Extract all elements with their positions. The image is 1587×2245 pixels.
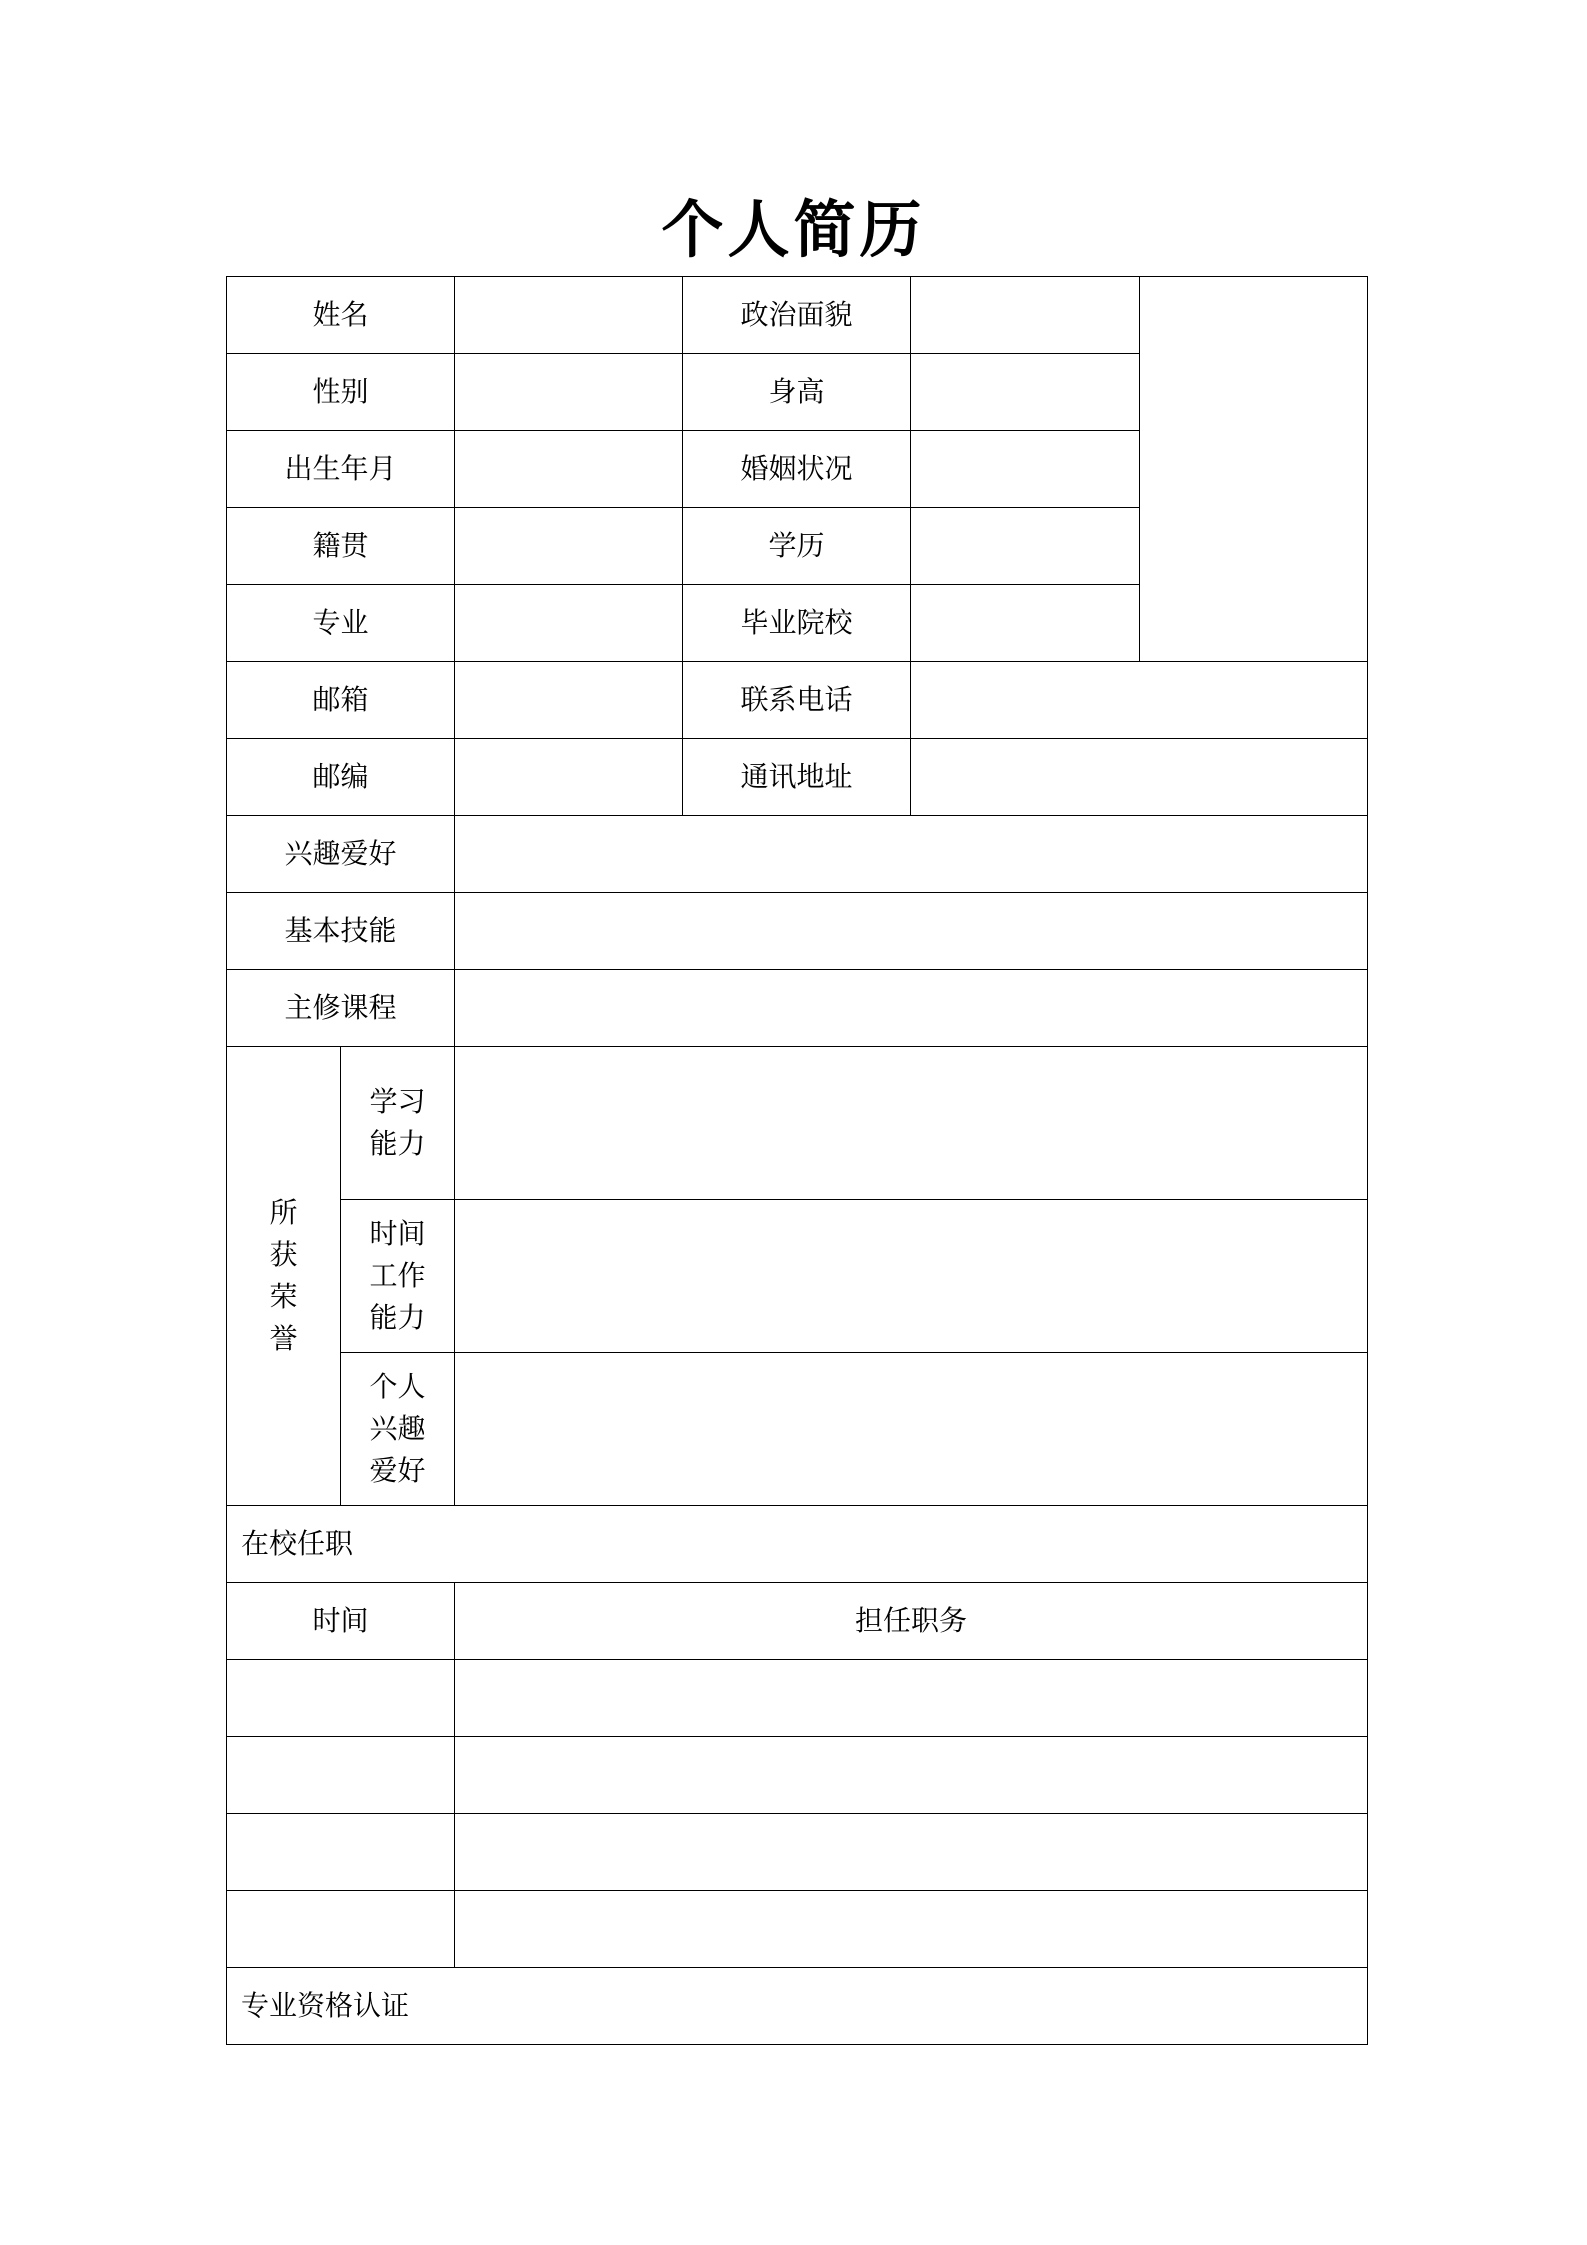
page-title: 个人简历 xyxy=(661,193,926,266)
personal-label xyxy=(341,1353,455,1506)
learning-field[interactable] xyxy=(455,1047,1368,1200)
address-field[interactable] xyxy=(911,739,1368,816)
row-honor-time-work xyxy=(227,1200,1368,1353)
personal-label-line: 爱好 xyxy=(369,1454,426,1487)
position-time-field[interactable] xyxy=(227,1660,455,1737)
learning-label xyxy=(341,1047,455,1200)
name-label: 姓名 xyxy=(227,277,455,354)
courses-label: 主修课程 xyxy=(227,970,455,1047)
time-work-label-line: 工作 xyxy=(369,1259,426,1292)
row-honor-learning xyxy=(227,1047,1368,1200)
name-field[interactable] xyxy=(455,277,683,354)
resume-table xyxy=(226,276,1368,2045)
honors-group-label xyxy=(227,1047,341,1506)
marital-label: 婚姻状况 xyxy=(683,431,911,508)
time-work-label-line: 时间 xyxy=(369,1217,426,1250)
row-honor-personal xyxy=(227,1353,1368,1506)
skills-label: 基本技能 xyxy=(227,893,455,970)
position-time-field[interactable] xyxy=(227,1737,455,1814)
marital-field[interactable] xyxy=(911,431,1140,508)
political-field[interactable] xyxy=(911,277,1140,354)
email-field[interactable] xyxy=(455,662,683,739)
education-field[interactable] xyxy=(911,508,1140,585)
table-row xyxy=(227,1737,1368,1814)
major-field[interactable] xyxy=(455,585,683,662)
row-positions-columns xyxy=(227,1583,1368,1660)
personal-label-line: 个人 xyxy=(369,1370,426,1403)
table-row xyxy=(227,1660,1368,1737)
school-label: 毕业院校 xyxy=(683,585,911,662)
table-row xyxy=(227,1814,1368,1891)
email-label: 邮箱 xyxy=(227,662,455,739)
position-time-field[interactable] xyxy=(227,1814,455,1891)
honors-char: 所 xyxy=(269,1196,298,1229)
school-positions-label: 在校任职 xyxy=(227,1506,1368,1583)
postcode-label: 邮编 xyxy=(227,739,455,816)
origin-label: 籍贯 xyxy=(227,508,455,585)
time-work-label-line: 能力 xyxy=(369,1301,426,1334)
row-certification xyxy=(227,1968,1368,2045)
skills-field[interactable] xyxy=(455,893,1368,970)
postcode-field[interactable] xyxy=(455,739,683,816)
time-work-label xyxy=(341,1200,455,1353)
personal-field[interactable] xyxy=(455,1353,1368,1506)
position-duty-field[interactable] xyxy=(455,1891,1368,1968)
photo-box[interactable] xyxy=(1140,277,1368,662)
phone-label: 联系电话 xyxy=(683,662,911,739)
address-label: 通讯地址 xyxy=(683,739,911,816)
honors-char: 誉 xyxy=(269,1322,298,1355)
row-postcode xyxy=(227,739,1368,816)
personal-label-line: 兴趣 xyxy=(369,1412,426,1445)
courses-field[interactable] xyxy=(455,970,1368,1047)
major-label: 专业 xyxy=(227,585,455,662)
political-label: 政治面貌 xyxy=(683,277,911,354)
hobbies-field[interactable] xyxy=(455,816,1368,893)
learning-label-line: 学习 xyxy=(369,1085,426,1118)
certification-label: 专业资格认证 xyxy=(227,1968,1368,2045)
height-label: 身高 xyxy=(683,354,911,431)
duty-header: 担任职务 xyxy=(455,1583,1368,1660)
height-field[interactable] xyxy=(911,354,1140,431)
position-duty-field[interactable] xyxy=(455,1660,1368,1737)
origin-field[interactable] xyxy=(455,508,683,585)
row-courses xyxy=(227,970,1368,1047)
row-hobbies xyxy=(227,816,1368,893)
row-skills xyxy=(227,893,1368,970)
school-field[interactable] xyxy=(911,585,1140,662)
position-duty-field[interactable] xyxy=(455,1814,1368,1891)
table-row xyxy=(227,1891,1368,1968)
learning-label-line: 能力 xyxy=(369,1127,426,1160)
phone-field[interactable] xyxy=(911,662,1368,739)
gender-label: 性别 xyxy=(227,354,455,431)
time-work-field[interactable] xyxy=(455,1200,1368,1353)
row-school-positions-header xyxy=(227,1506,1368,1583)
honors-char: 获 xyxy=(269,1238,298,1271)
row-email xyxy=(227,662,1368,739)
position-time-field[interactable] xyxy=(227,1891,455,1968)
gender-field[interactable] xyxy=(455,354,683,431)
honors-char: 荣 xyxy=(269,1280,298,1313)
education-label: 学历 xyxy=(683,508,911,585)
hobbies-label: 兴趣爱好 xyxy=(227,816,455,893)
birth-field[interactable] xyxy=(455,431,683,508)
birth-label: 出生年月 xyxy=(227,431,455,508)
row-name xyxy=(227,277,1368,354)
position-duty-field[interactable] xyxy=(455,1737,1368,1814)
time-header: 时间 xyxy=(227,1583,455,1660)
